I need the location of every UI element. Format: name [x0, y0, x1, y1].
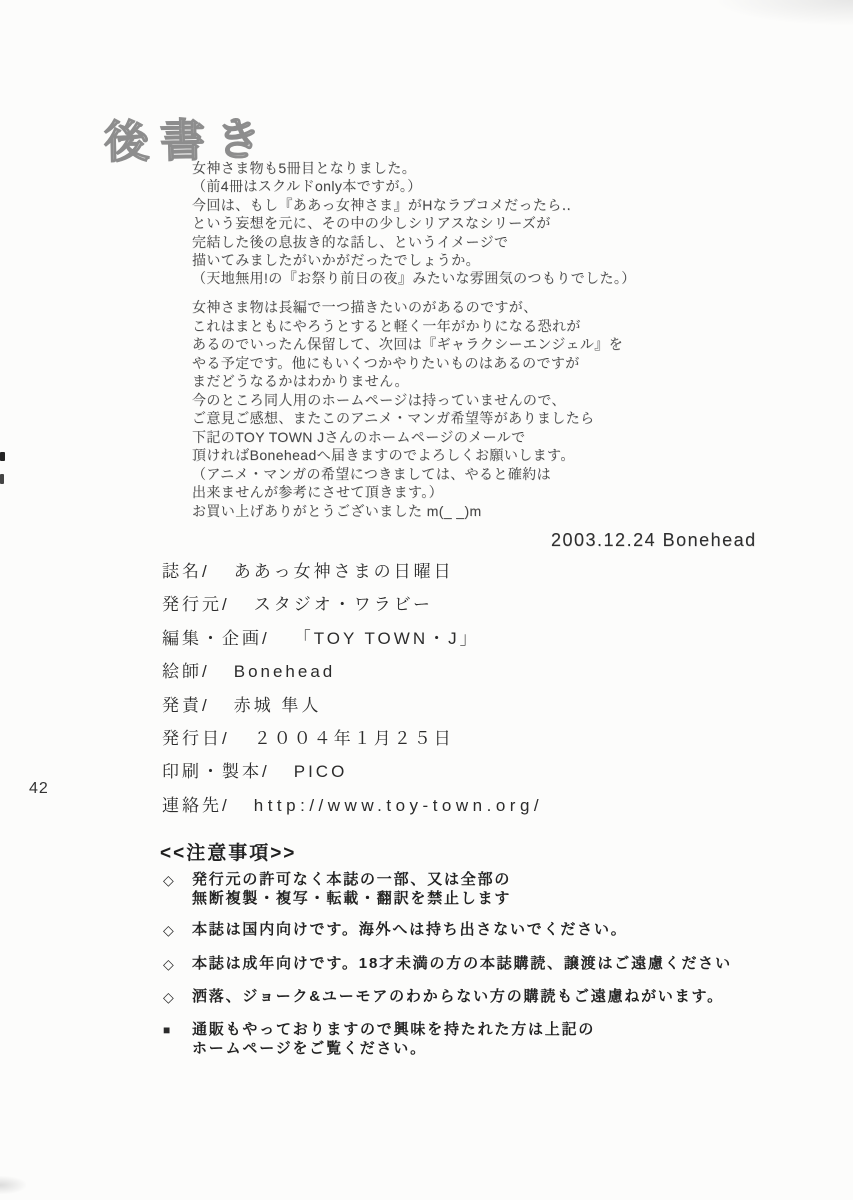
afterword-line: これはまともにやろうとすると軽く一年がかりになる恐れが	[192, 317, 581, 334]
notice-line: 発行元の許可なく本誌の一部、又は全部の	[192, 871, 512, 888]
afterword-line: まだどうなるかはわかりません。	[192, 373, 409, 389]
afterword-line: 今のところ同人用のホームページは持っていませんので、	[192, 391, 566, 408]
colophon-row-publisher	[162, 588, 543, 621]
notice-line: 無断複製・複写・転載・翻訳を禁止します	[192, 889, 512, 907]
afterword-line: （前4冊はスクルドonly本ですが。）	[192, 178, 422, 195]
notice-text	[192, 871, 511, 908]
notice-item	[163, 955, 732, 974]
square-bullet-icon: ■	[163, 1023, 173, 1037]
colophon-label: 発行日/	[162, 728, 230, 748]
notice-text	[192, 1021, 595, 1058]
notice-item	[163, 921, 628, 940]
colophon-label: 編集・企画/	[162, 628, 270, 648]
colophon-value: PICO	[293, 762, 348, 782]
colophon-row-artist	[162, 655, 543, 688]
scan-speck	[0, 452, 5, 461]
notice-item	[163, 871, 511, 908]
colophon-row-printer	[162, 755, 543, 788]
notice-line: 洒落、ジョーク&ユーモアのわからない方の購読もご遠慮ねがいます。	[192, 988, 724, 1005]
colophon-value: 赤城 隼人	[233, 695, 322, 715]
afterword-line: あるのでいったん保留して、次回は『ギャラクシーエンジェル』を	[192, 336, 624, 352]
afterword-line: 女神さま物は長編で一つ描きたいのがあるのですが、	[192, 299, 538, 315]
notice-text	[192, 921, 628, 940]
afterword-line: 下記のTOY TOWN Jさんのホームページのメールで	[192, 428, 526, 445]
page-number: 42	[29, 780, 49, 797]
colophon-row-title	[162, 555, 543, 588]
notice-item	[163, 1021, 595, 1058]
colophon	[162, 555, 543, 822]
afterword-paragraph-2	[192, 298, 623, 520]
colophon-value: スタジオ・ワラビー	[253, 595, 434, 615]
notice-line: 通販もやっておりますので興味を持たれた方は上記の	[192, 1021, 596, 1038]
colophon-label: 発行元/	[162, 595, 230, 615]
colophon-label: 印刷・製本/	[162, 762, 270, 782]
afterword-line: 今回は、もし『ああっ女神さま』がHなラブコメだったら‥	[192, 196, 572, 213]
afterword-line: 描いてみましたがいかがだったでしょうか。	[192, 252, 480, 269]
scan-smudge-bottom-left	[0, 1176, 26, 1194]
afterword-line: 完結した後の息抜き的な話し、というイメージで	[192, 233, 509, 250]
notice-text	[192, 955, 732, 974]
scan-shading-top-right	[713, 0, 853, 26]
scan-speck	[0, 474, 4, 484]
contact-url: http://www.toy-town.org/	[253, 795, 544, 815]
colophon-row-contact	[162, 789, 543, 822]
afterword-paragraph-1	[192, 159, 636, 288]
afterword-line: 出来ませんが参考にさせて頂きます。）	[192, 484, 444, 500]
afterword-line: （アニメ・マンガの希望につきましては、やると確約は	[192, 465, 552, 482]
colophon-value: 「TOY TOWN・J」	[293, 628, 480, 648]
diamond-bullet-icon: ◇	[163, 922, 176, 938]
afterword-line: お買い上げありがとうございました m(_ _)m	[192, 502, 482, 519]
colophon-value: ああっ女神さまの日曜日	[233, 562, 454, 581]
page-title: 後書き	[103, 113, 273, 168]
afterword-line: 女神さま物も5冊目となりました。	[192, 160, 417, 176]
afterword-line: やる予定です。他にもいくつかやりたいものはあるのですが	[192, 354, 580, 371]
colophon-value: Bonehead	[233, 662, 336, 682]
date-signature: 2003.12.24 Bonehead	[551, 530, 757, 550]
colophon-label: 絵師/	[162, 662, 210, 682]
colophon-label: 連絡先/	[162, 795, 230, 815]
notice-line: 本誌は国内向けです。海外へは持ち出さないでください。	[192, 921, 628, 938]
colophon-label: 誌名/	[162, 562, 210, 581]
notice-text	[192, 988, 724, 1007]
colophon-row-editor	[162, 622, 543, 655]
diamond-bullet-icon: ◇	[163, 872, 176, 888]
diamond-bullet-icon: ◇	[163, 956, 176, 972]
notice-line: ホームページをご覧ください。	[192, 1039, 427, 1057]
afterword-line: 頂ければBoneheadへ届きますのでよろしくお願いします。	[192, 447, 575, 463]
afterword-line: （天地無用!の『お祭り前日の夜』みたいな雰囲気のつもりでした。）	[192, 270, 636, 287]
notice-line: 本誌は成年向けです。18才未満の方の本誌購読、譲渡はご遠慮ください	[192, 955, 732, 972]
afterword-line: ご意見ご感想、またこのアニメ・マンガ希望等がありましたら	[192, 410, 595, 426]
colophon-label: 発責/	[162, 695, 210, 715]
colophon-row-issue-date	[162, 722, 543, 755]
colophon-row-responsible	[162, 689, 543, 722]
notices-heading: <<注意事項>>	[160, 843, 297, 864]
diamond-bullet-icon: ◇	[163, 989, 176, 1005]
notice-item	[163, 988, 724, 1007]
colophon-value: ２００４年１月２５日	[253, 728, 454, 748]
afterword-line: という妄想を元に、その中の少しシリアスなシリーズが	[192, 215, 551, 232]
